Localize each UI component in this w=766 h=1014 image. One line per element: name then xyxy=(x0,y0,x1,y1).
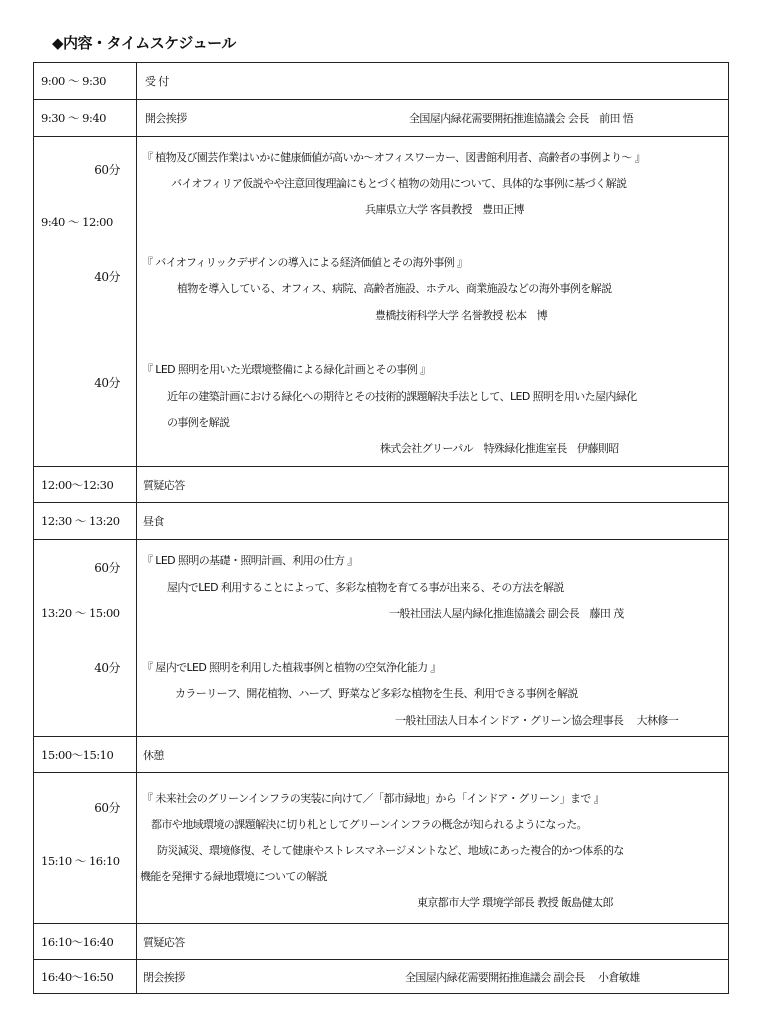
item-label: 質疑応答 xyxy=(143,935,185,949)
session-topic: 『 植物及び園芸作業はいかに健康価値が高いか〜オフィスワーカー、図書館利用者、高齢者の事例より〜 』 xyxy=(142,151,646,164)
content-cell xyxy=(137,100,728,136)
session-desc: 屋内でLED 利用することによって、多彩な植物を育てる事が出来る、その方法を解説 xyxy=(167,581,564,594)
table-row-lunch xyxy=(34,502,728,539)
table-row-qa-1 xyxy=(34,466,728,502)
time-cell xyxy=(34,540,137,736)
content-cell xyxy=(137,960,728,993)
session-desc: 機能を発揮する緑地環境についての解説 xyxy=(140,870,327,883)
time-range: 9:40 〜 12:00 xyxy=(41,215,113,229)
speaker: 兵庫県立大学 客員教授 豊田正博 xyxy=(365,203,524,216)
session-desc: の事例を解説 xyxy=(167,416,230,429)
duration-label: 60分 xyxy=(94,561,120,575)
content-cell xyxy=(137,503,728,539)
session-desc: カラーリーフ、開花植物、ハーブ、野菜など多彩な植物を生長、利用できる事例を解説 xyxy=(175,687,578,700)
speaker: 豊橋技術科学大学 名誉教授 松本 博 xyxy=(375,309,548,322)
speaker: 一般社団法人日本インドア・グリーン協会理事長 大林修一 xyxy=(395,714,679,727)
session-topic: 『 未来社会のグリーンインフラの実装に向けて／「都市緑地」から「インドア・グリーン」まで 』 xyxy=(142,792,605,805)
item-label: 開会挨拶 xyxy=(145,112,187,125)
table-row-final-session xyxy=(34,772,728,923)
session-desc: 都市や地域環境の課題解決に切り札としてグリーンインフラの概念が知られるようになった。 xyxy=(151,818,588,831)
table-row-break xyxy=(34,736,728,772)
session-topic: 『 LED 照明の基礎・照明計画、利用の仕方 』 xyxy=(142,554,358,567)
session-topic: 『 LED 照明を用いた光環境整備による緑化計画とその事例 』 xyxy=(142,363,431,376)
session-topic: 『 屋内でLED 照明を利用した植栽事例と植物の空気浄化能力 』 xyxy=(142,661,441,674)
time-cell: 16:10〜16:40 xyxy=(34,924,137,959)
time-range: 13:20 〜 15:00 xyxy=(41,606,120,620)
time-cell: 15:00〜15:10 xyxy=(34,737,137,772)
item-label: 昼食 xyxy=(143,515,164,528)
time-cell: 9:00 〜 9:30 xyxy=(34,63,137,99)
duration-label: 40分 xyxy=(94,661,120,675)
time-cell xyxy=(34,773,137,923)
session-desc: バイオフィリア仮説やや注意回復理論にもとづく植物の効用について、具体的な事例に基づく解説 xyxy=(171,177,627,190)
table-row-qa-2 xyxy=(34,923,728,959)
schedule-title: ◆内容・タイムスケジュール xyxy=(52,34,236,52)
time-range: 15:10 〜 16:10 xyxy=(41,854,120,868)
speaker: 株式会社グリーパル 特殊緑化推進室長 伊藤則昭 xyxy=(380,442,619,455)
schedule-table xyxy=(33,62,729,994)
time-cell: 9:30 〜 9:40 xyxy=(34,100,137,136)
table-row-closing xyxy=(34,959,728,993)
content-cell xyxy=(137,63,728,99)
speaker: 一般社団法人屋内緑化推進協議会 副会長 藤田 茂 xyxy=(389,607,624,620)
content-cell xyxy=(137,737,728,772)
item-label: 閉会挨拶 xyxy=(143,970,185,984)
duration-label: 40分 xyxy=(94,270,120,284)
item-label: 休憩 xyxy=(143,748,164,762)
session-desc: 植物を導入している、オフィス、病院、高齢者施設、ホテル、商業施設などの海外事例を解説 xyxy=(177,282,612,295)
duration-label: 60分 xyxy=(94,163,120,177)
table-row-afternoon-sessions xyxy=(34,539,728,736)
content-cell xyxy=(137,540,728,736)
session-desc: 防災減災、環境修復、そして健康やストレスマネージメントなど、地域にあった複合的かつ体系的な xyxy=(157,844,624,857)
speaker: 全国屋内緑花需要開拓推進議会 副会長 小倉敏雄 xyxy=(405,970,640,984)
time-cell xyxy=(34,137,137,466)
speaker: 東京都市大学 環境学部長 教授 飯島健太郎 xyxy=(417,896,613,909)
item-label: 質疑応答 xyxy=(143,478,185,492)
table-row-opening xyxy=(34,99,728,136)
content-cell xyxy=(137,924,728,959)
time-cell: 12:30 〜 13:20 xyxy=(34,503,137,539)
session-topic: 『 バイオフィリックデザインの導入による経済価値とその海外事例 』 xyxy=(142,256,468,269)
time-cell: 16:40〜16:50 xyxy=(34,960,137,993)
duration-label: 40分 xyxy=(94,376,120,390)
session-desc: 近年の建築計画における緑化への期待とその技術的課題解決手法として、LED 照明を用いた屋内緑化 xyxy=(167,390,637,403)
duration-label: 60分 xyxy=(94,801,120,815)
speaker: 全国屋内緑花需要開拓推進協議会 会長 前田 悟 xyxy=(409,112,634,125)
table-row-reception xyxy=(34,63,728,99)
time-cell: 12:00〜12:30 xyxy=(34,467,137,502)
item-label: 受 付 xyxy=(145,75,169,88)
table-row-morning-sessions xyxy=(34,136,728,466)
content-cell xyxy=(137,137,728,466)
content-cell xyxy=(137,773,728,923)
content-cell xyxy=(137,467,728,502)
